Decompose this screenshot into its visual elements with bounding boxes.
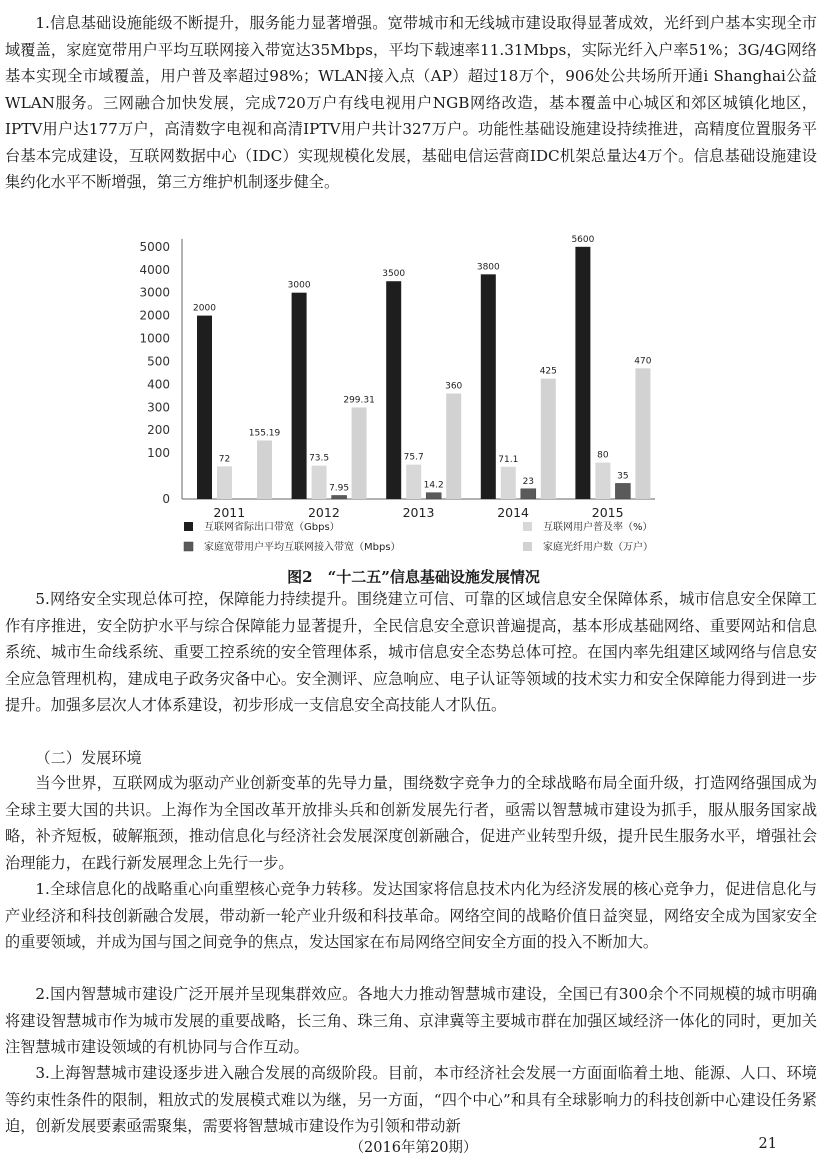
legend-swatch bbox=[523, 522, 532, 531]
legend-swatch bbox=[184, 522, 193, 531]
legend-swatch bbox=[523, 542, 532, 551]
bar-chart bbox=[0, 232, 827, 562]
bar-2014-series-2 bbox=[501, 467, 516, 499]
bar-data-label: 360 bbox=[445, 381, 463, 392]
x-tick-label: 2014 bbox=[497, 505, 530, 520]
bar-2015-series-4 bbox=[635, 368, 650, 499]
x-tick-label: 2011 bbox=[213, 505, 246, 520]
y-tick-label: 2000 bbox=[139, 308, 170, 323]
bar-data-label: 3800 bbox=[476, 262, 500, 273]
issue-footer: （2016年第20期） bbox=[349, 1140, 478, 1156]
bar-data-label: 71.1 bbox=[498, 454, 519, 465]
bar-data-label: 14.2 bbox=[423, 480, 444, 491]
y-tick-label: 0 bbox=[162, 492, 170, 506]
bar-data-label: 7.95 bbox=[329, 483, 350, 494]
bar-data-label: 73.5 bbox=[309, 453, 330, 464]
paragraph-shanghai-smart-city: 3.上海智慧城市建设逐步进入融合发展的高级阶段。目前，本市经济社会发展一方面面临着土地、能源、人口、环境等约束性条件的限制，粗放式的发展模式难以为继，另一方面，“四个中心”和具有全球影响力的科技创新中心建设任务紧迫，创新发展要素亟需聚集，需要将智慧城市建设作为引领和带动新 bbox=[5, 1064, 817, 1135]
bar-2015-series-2 bbox=[595, 463, 610, 499]
y-tick-label: 1000 bbox=[139, 331, 170, 346]
y-tick-label: 500 bbox=[147, 354, 170, 369]
figure-caption: 图2 “十二五”信息基础设施发展情况 bbox=[287, 568, 540, 586]
bar-2011-series-2 bbox=[217, 466, 232, 499]
bar-data-label: 3500 bbox=[382, 269, 406, 280]
y-tick-label: 200 bbox=[147, 423, 170, 438]
y-tick-label: 100 bbox=[147, 446, 170, 461]
bar-2011-series-4 bbox=[257, 440, 272, 499]
bar-2015-series-3 bbox=[615, 483, 630, 499]
bar-data-label: 2000 bbox=[193, 303, 216, 314]
bar-2012-series-2 bbox=[312, 466, 327, 499]
bar-data-label: 425 bbox=[539, 366, 557, 377]
legend-label: 家庭宽带用户平均互联网接入带宽（Mbps） bbox=[204, 542, 401, 553]
bar-data-label: 80 bbox=[597, 450, 609, 461]
x-tick-label: 2015 bbox=[591, 505, 624, 520]
bar-data-label: 155.19 bbox=[248, 428, 281, 439]
bar-data-label: 23 bbox=[522, 476, 535, 487]
bar-2013-series-1 bbox=[386, 281, 401, 499]
bar-data-label: 470 bbox=[634, 356, 652, 367]
paragraph-global-informatization: 1.全球信息化的战略重心向重塑核心竞争力转移。发达国家将信息技术内化为经济发展的核心竞争力，促进信息化与产业经济和科技创新融合发展，带动新一轮产业升级和科技革命。网络空间的战略价值日益突显，网络安全成为国家安全的重要领域，并成为国与国之间竞争的焦点，发达国家在布局网络空间安全方面的投入不断加大。 bbox=[5, 880, 817, 951]
bar-2012-series-4 bbox=[352, 407, 367, 499]
bar-data-label: 72 bbox=[218, 454, 231, 465]
x-tick-label: 2013 bbox=[402, 505, 435, 520]
bar-2012-series-1 bbox=[292, 293, 307, 499]
y-tick-label: 4000 bbox=[139, 262, 170, 277]
legend-label: 互联网用户普及率（%） bbox=[543, 522, 653, 533]
bar-data-label: 3000 bbox=[287, 280, 311, 291]
paragraph-infrastructure: 1.信息基础设施能级不断提升，服务能力显著增强。宽带城市和无线城市建设取得显著成效，光纤到户基本实现全市域覆盖，家庭宽带用户平均互联网接入带宽达35Mbps，平均下载速率11.31Mbps，实际光纤入户率51%；3G/4G网络基本实现全市域覆盖，用户普及率超过98%；WLAN接入点（AP）超过18万个，906处公共场所开通i Shanghai公益WLAN服务。三网融合加快发展，完成720万户有线电视用户NGB网络改造，基本覆盖中心城区和郊区城镇化地区，IPTV用户达177万户，高清数字电视和高清IPTV用户共计327万户。功能性基础设施建设持续推进，高精度位置服务平台基本完成建设，互联网数据中心（IDC）实现规模化发展，基础电信运营商IDC机架总量达4万个。信息基础设施建设集约化水平不断增强，第三方维护机制逐步健全。 bbox=[5, 14, 817, 191]
bar-2013-series-4 bbox=[446, 394, 461, 499]
x-tick-label: 2012 bbox=[307, 505, 340, 520]
bar-data-label: 299.31 bbox=[343, 395, 375, 406]
bar-2014-series-3 bbox=[521, 489, 536, 499]
y-tick-label: 3000 bbox=[139, 285, 170, 300]
bar-data-label: 75.7 bbox=[403, 452, 424, 463]
bar-data-label: 5600 bbox=[571, 234, 595, 245]
legend-label: 家庭光纤用户数（万户） bbox=[543, 542, 653, 553]
paragraph-environment: 当今世界，互联网成为驱动产业创新变革的先导力量，围绕数字竞争力的全球战略布局全面升级，打造网络强国成为全球主要大国的共识。上海作为全国改革开放排头兵和创新发展先行者，亟需以智慧城市建设为抓手，服从服务国家战略，补齐短板，破解瓶颈，推动信息化与经济社会发展深度创新融合，促进产业转型升级，提升民生服务水平，增强社会治理能力，在践行新发展理念上先行一步。 bbox=[5, 774, 817, 872]
legend-swatch bbox=[184, 542, 193, 551]
bar-2012-series-3 bbox=[332, 495, 347, 499]
bar-2014-series-4 bbox=[541, 379, 556, 499]
bar-2014-series-1 bbox=[481, 274, 496, 499]
bar-2015-series-1 bbox=[575, 247, 590, 499]
legend-label: 互联网省际出口带宽（Gbps） bbox=[204, 522, 340, 533]
section-heading: （二）发展环境 bbox=[35, 749, 142, 767]
page-number: 21 bbox=[758, 1136, 777, 1152]
bar-data-label: 35 bbox=[617, 471, 629, 482]
paragraph-domestic-smart-city: 2.国内智慧城市建设广泛开展并呈现集群效应。各地大力推动智慧城市建设，全国已有300余个不同规模的城市明确将建设智慧城市作为城市发展的重要战略，长三角、珠三角、京津冀等主要城市群在加强区域经济一体化的同时，更加关注智慧城市建设领域的有机协同与合作互动。 bbox=[5, 985, 817, 1056]
bar-2013-series-3 bbox=[426, 493, 441, 499]
bar-2011-series-1 bbox=[197, 316, 212, 499]
bar-2013-series-2 bbox=[406, 465, 421, 499]
y-tick-label: 400 bbox=[147, 377, 170, 392]
y-tick-label: 5000 bbox=[139, 239, 170, 254]
y-tick-label: 300 bbox=[147, 400, 170, 415]
paragraph-network-security: 5.网络安全实现总体可控，保障能力持续提升。围绕建立可信、可靠的区域信息安全保障体系，城市信息安全保障工作有序推进，安全防护水平与综合保障能力显著提升，全民信息安全意识普遍提高，基本形成基础网络、重要网站和信息系统、城市生命线系统、重要工控系统的安全管理体系，城市信息安全态势总体可控。在国内率先组建区域网络与信息安全应急管理机构，建成电子政务灾备中心。安全测评、应急响应、电子认证等领域的技术实力和安全保障能力得到进一步提升。加强多层次人才体系建设，初步形成一支信息安全高技能人才队伍。 bbox=[5, 590, 817, 714]
